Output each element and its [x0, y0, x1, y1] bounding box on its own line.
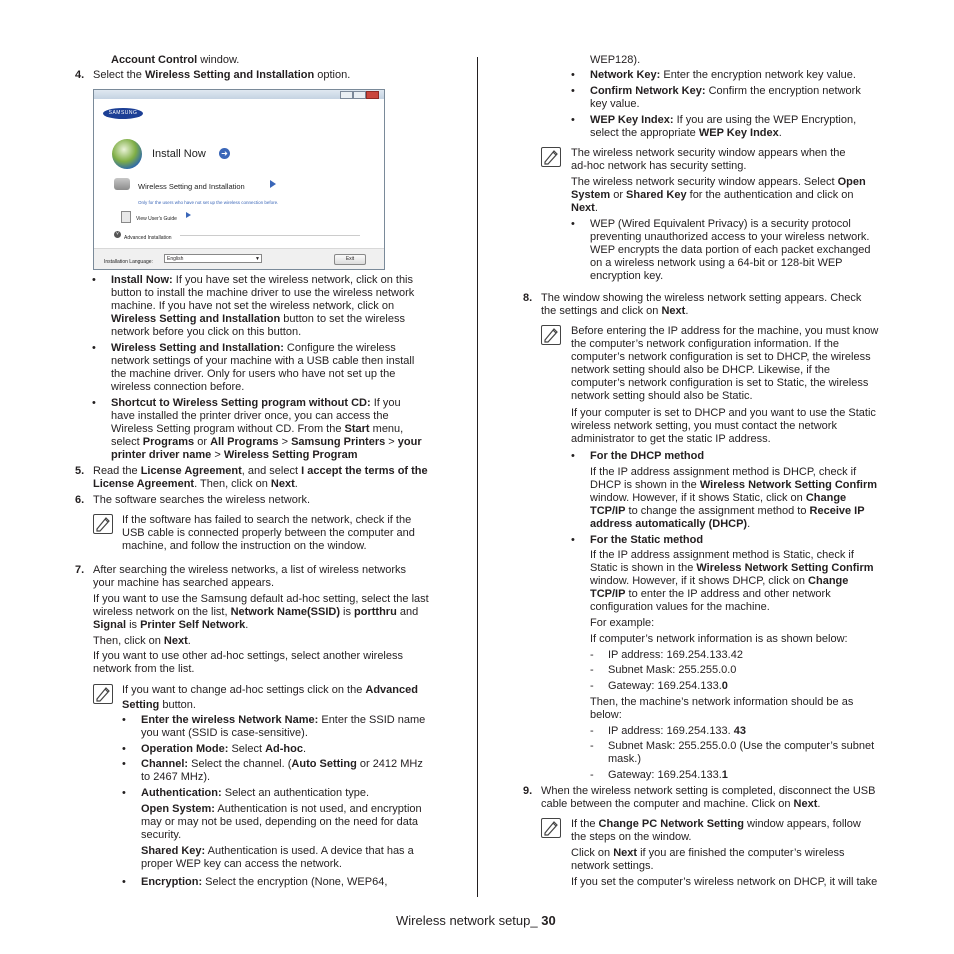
wireless-setting-description: Only for the users who have not set up the wireless connection before.: [138, 200, 279, 205]
note-text: Before entering the IP address for the machine, you must know the computer’s network configuration information. If the computer’s network configuration is set to DHCP, the wireless network setting should also be DHCP. Likewise, if the computer’s network configuration is set to Static, the wireless network setting should also be Static.: [571, 325, 879, 402]
exit-button[interactable]: Exit: [334, 254, 366, 265]
samsung-logo: SAMSUNG: [103, 108, 143, 119]
step-6: 6. The software searches the wireless network.: [75, 494, 311, 506]
language-select[interactable]: English ▼: [164, 254, 262, 263]
text-line: For example:: [590, 617, 655, 629]
text-line: Account Control window.: [111, 54, 240, 66]
bullet-wireless-setting: • Wireless Setting and Installation: Configure the wireless network settings of your machine with a USB cable then install the machine driver. Only for users who have not set up the wireless connection before.: [92, 342, 415, 393]
text-line: If computer’s network information is as shown below:: [590, 633, 848, 645]
note-icon: [541, 325, 561, 345]
footer-title: Wireless network setup_: [396, 913, 542, 928]
bullet-confirm-key: • Confirm Network Key: Confirm the encryption network key value.: [571, 85, 861, 110]
globe-icon: [112, 139, 142, 169]
step-8: 8. The window showing the wireless network setting appears. Check the settings and click on Next.: [523, 292, 862, 317]
bullet-shortcut: • Shortcut to Wireless Setting program without CD: If you have installed the printer driver once, you can access the Wireless Setting program without CD. From the Start menu, select Programs or All Programs > Samsung Printers > your printer driver name > Wireless Setting Program: [92, 397, 422, 461]
view-guide-arrow-icon[interactable]: [186, 212, 191, 218]
machine-subnet: - Subnet Mask: 255.255.0.0 (Use the computer’s subnet mask.): [590, 740, 875, 765]
note-text: If you set the computer’s wireless network on DHCP, it will take: [571, 876, 878, 888]
advanced-installation-link[interactable]: Advanced Installation: [124, 235, 172, 241]
bullet-install-now: • Install Now: If you have set the wireless network, click on this button to install the machine driver to use the wireless network machine. If you have not set the wireless network, click on Wireless Setting and Installation button to set the wireless network before you click on this button.: [92, 274, 415, 338]
page-footer: [396, 914, 556, 927]
view-guide-link[interactable]: View User's Guide: [136, 216, 177, 222]
bullet-encryption: • Encryption: Select the encryption (None, WEP64,: [122, 876, 388, 888]
then-text: Then, the machine’s network information should be as below:: [590, 696, 854, 721]
note-icon: [541, 818, 561, 838]
dhcp-text: If the IP address assignment method is DHCP, check if DHCP is shown in the Wireless Network Setting Confirm window. However, if it shows Static, click on Change TCP/IP to change the assignment method to Receive IP address automatically (DHCP).: [590, 466, 878, 530]
wireless-setting-link[interactable]: Wireless Setting and Installation: [138, 182, 245, 191]
maximize-button[interactable]: [353, 91, 366, 99]
wireless-setting-arrow-icon[interactable]: [270, 180, 276, 188]
bullet-network-name: • Enter the wireless Network Name: Enter the SSID name you want (SSID is case-sensitive).: [122, 714, 426, 739]
window-titlebar: [94, 90, 384, 99]
expand-icon[interactable]: ˅: [114, 231, 121, 238]
note-icon: [541, 147, 561, 167]
step-7-next: Then, click on Next.: [93, 635, 191, 647]
chevron-down-icon: ▼: [255, 256, 260, 262]
note-text: If you want to change ad-hoc settings click on the Advanced Setting button.: [122, 684, 418, 711]
note-text: The wireless network security window appears. Select Open System or Shared Key for the authentication and click on Next.: [571, 176, 866, 214]
example-subnet: - Subnet Mask: 255.255.0.0: [590, 664, 737, 676]
note-text: If the software has failed to search the network, check if the USB cable is connected properly between the computer and machine, and follow the instruction on the window.: [122, 514, 415, 552]
wireless-router-icon: [114, 178, 130, 190]
machine-ip: - IP address: 169.254.133. 43: [590, 725, 747, 737]
bullet-operation-mode: • Operation Mode: Select Ad-hoc.: [122, 743, 307, 755]
step-7-other: If you want to use other ad-hoc settings, select another wireless network from the list.: [93, 650, 403, 675]
step-4: 4. Select the Wireless Setting and Installation option.: [75, 69, 351, 81]
document-icon: [121, 211, 131, 223]
static-text: If the IP address assignment method is Static, check if Static is shown in the Wireless Network Setting Confirm window. However, if it shows DHCP, click on Change TCP/IP to enter the IP address and other network configuration values for the machine.: [590, 549, 874, 613]
minimize-button[interactable]: [340, 91, 353, 99]
note-text: Click on Next if you are finished the computer’s wireless network settings.: [571, 847, 845, 872]
note-text: If your computer is set to DHCP and you want to use the Static wireless network setting, you must contact the network administrator to get the static IP address.: [571, 407, 876, 445]
note-text: The wireless network security window appears when the ad-hoc network has security setting.: [571, 147, 846, 172]
bullet-channel: • Channel: Select the channel. (Auto Setting or 2412 MHz to 2467 MHz).: [122, 758, 423, 783]
bullet-wep: • WEP (Wired Equivalent Privacy) is a security protocol preventing unauthorized access to your wireless network. WEP encrypts the data portion of each packet exchanged on a wireless network using a 64-bit or 128-bit WEP encryption key.: [571, 218, 871, 282]
dhcp-method: • For the DHCP method: [571, 450, 705, 462]
installer-window: [93, 89, 385, 270]
text-line: WEP128).: [590, 54, 641, 66]
example-gateway: - Gateway: 169.254.133.0: [590, 680, 728, 692]
note-text: If the Change PC Network Setting window appears, follow the steps on the window.: [571, 818, 861, 843]
bullet-wep-index: • WEP Key Index: If you are using the WEP Encryption, select the appropriate WEP Key Index.: [571, 114, 857, 139]
page-number: 30: [541, 913, 556, 928]
step-7-text: If you want to use the Samsung default ad-hoc setting, select the last wireless network on the list, Network Name(SSID) is portthru and Signal is Printer Self Network.: [93, 593, 429, 631]
note-icon: [93, 514, 113, 534]
column-divider: [477, 57, 478, 897]
install-now-arrow-icon[interactable]: ➜: [219, 148, 230, 159]
shared-key: Shared Key: Authentication is used. A device that has a proper WEP key can access the network.: [141, 845, 414, 870]
note-icon: [93, 684, 113, 704]
step-5: 5. Read the License Agreement, and select I accept the terms of the License Agreement. Then, click on Next.: [75, 465, 428, 490]
open-system: Open System: Authentication is not used, and encryption may or may not be used, depending on the need for data security.: [141, 803, 422, 841]
install-now-label[interactable]: Install Now: [152, 148, 206, 160]
bullet-network-key: • Network Key: Enter the encryption network key value.: [571, 69, 856, 81]
machine-gateway: - Gateway: 169.254.133.1: [590, 769, 728, 781]
static-method: • For the Static method: [571, 534, 704, 546]
example-ip: - IP address: 169.254.133.42: [590, 649, 743, 661]
language-label: Installation Language:: [104, 259, 153, 265]
separator: [180, 235, 360, 236]
bullet-authentication: • Authentication: Select an authentication type.: [122, 787, 370, 799]
close-button[interactable]: [366, 91, 379, 99]
step-7: 7. After searching the wireless networks, a list of wireless networks your machine has searched appears.: [75, 564, 407, 589]
step-9: 9. When the wireless network setting is completed, disconnect the USB cable between the computer and machine. Click on Next.: [523, 785, 876, 810]
